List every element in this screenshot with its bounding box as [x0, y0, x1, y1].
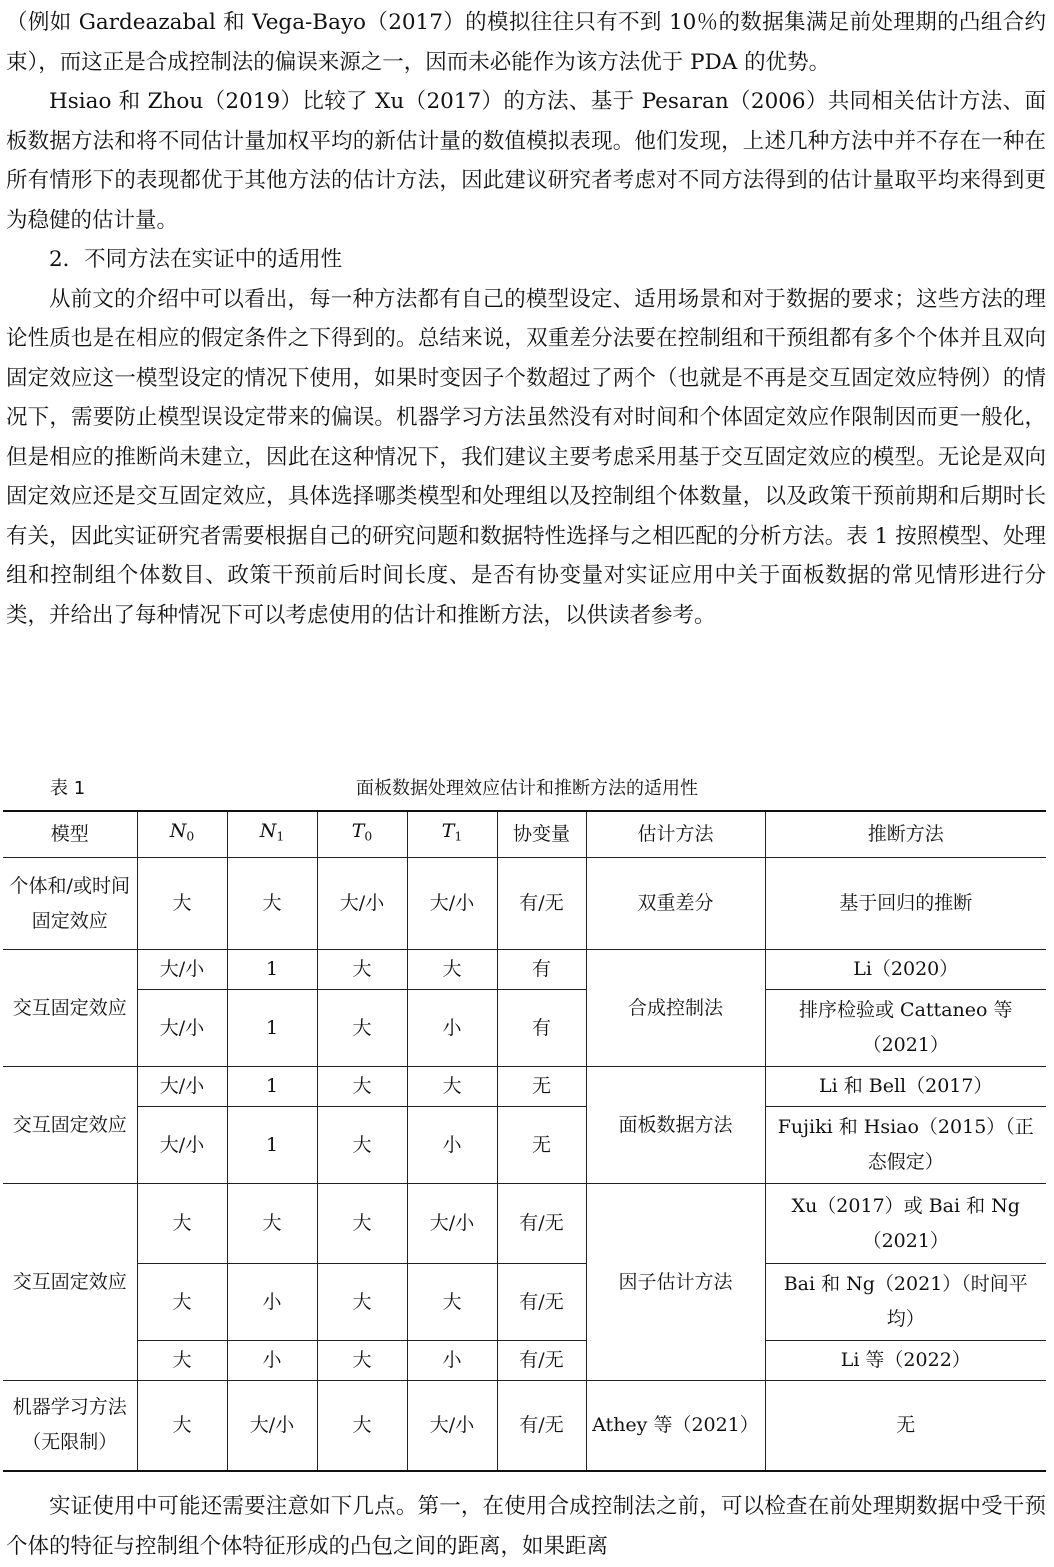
- t0-cell: 大: [317, 1381, 407, 1471]
- n1-cell: 大: [227, 858, 317, 950]
- header-t0-subscript: 0: [364, 829, 373, 844]
- t1-cell: 大: [407, 1067, 497, 1107]
- header-model: 模型: [3, 811, 137, 858]
- table-title: 面板数据处理效应估计和推断方法的适用性: [356, 778, 698, 799]
- n0-cell: 大: [137, 1341, 227, 1381]
- n0-cell: 大: [137, 1264, 227, 1341]
- header-n1-symbol: N: [259, 820, 277, 843]
- n1-cell: 1: [227, 1107, 317, 1184]
- n0-cell: 大: [137, 1184, 227, 1264]
- table-header-row: [3, 811, 1046, 858]
- t0-cell: 大/小: [317, 858, 407, 950]
- table-row: [3, 1184, 1046, 1264]
- inference-cell: 基于回归的推断: [765, 858, 1046, 950]
- t1-cell: 小: [407, 990, 497, 1067]
- covariates-cell: 有: [497, 950, 586, 990]
- inference-cell: Li（2020）: [765, 950, 1046, 990]
- table-row: [3, 990, 1046, 1067]
- n1-cell: 小: [227, 1341, 317, 1381]
- methods-table: [3, 810, 1046, 1472]
- covariates-cell: 有/无: [497, 1341, 586, 1381]
- bottom-text-block: [6, 1487, 1046, 1566]
- table-row: [3, 1341, 1046, 1381]
- table-caption: [0, 772, 1054, 802]
- header-n0-subscript: 0: [186, 829, 195, 844]
- n1-cell: 1: [227, 1067, 317, 1107]
- n0-cell: 大/小: [137, 990, 227, 1067]
- header-n0-symbol: N: [169, 820, 187, 843]
- t0-cell: 大: [317, 1184, 407, 1264]
- paragraph-applicability: 从前文的介绍中可以看出，每一种方法都有自己的模型设定、适用场景和对于数据的要求；这些方法的理论性质也是在相应的假定条件之下得到的。总结来说，双重差分法要在控制组和干预组都有多个个体并且双向固定效应这一模型设定的情况下使用，如果时变因子个数超过了两个（也就是不再是交互固定效应特例）的情况下，需要防止模型误设定带来的偏误。机器学习方法虽然没有对时间和个体固定效应作限制因而更一般化，但是相应的推断尚未建立，因此在这种情况下，我们建议主要考虑采用基于交互固定效应的模型。无论是双向固定效应还是交互固定效应，具体选择哪类模型和处理组以及控制组个体数量，以及政策干预前期和后期时长有关，因此实证研究者需要根据自己的研究问题和数据特性选择与之相匹配的分析方法。表 1 按照模型、处理组和控制组个体数目、政策干预前后时间长度、是否有协变量对实证应用中关于面板数据的常见情形进行分类，并给出了每种情况下可以考虑使用的估计和推断方法，以供读者参考。: [6, 286, 1046, 628]
- inference-cell: Li 等（2022）: [765, 1341, 1046, 1381]
- t0-cell: 大: [317, 950, 407, 990]
- paragraph-notes: 实证使用中可能还需要注意如下几点。第一，在使用合成控制法之前，可以检查在前处理期数据中受干预个体的特征与控制组个体特征形成的凸包之间的距离，如果距离: [6, 1494, 1046, 1559]
- t0-cell: 大: [317, 990, 407, 1067]
- t1-cell: 大/小: [407, 1381, 497, 1471]
- table-label: 表 1: [50, 778, 86, 799]
- inference-cell: Xu（2017）或 Bai 和 Ng（2021）: [765, 1184, 1046, 1264]
- header-n0: [137, 811, 227, 858]
- paragraph-hsiao-zhou: Hsiao 和 Zhou（2019）比较了 Xu（2017）的方法、基于 Pesaran（2006）共同相关估计方法、面板数据方法和将不同估计量加权平均的新估计量的数值模拟表现。他们发现，上述几种方法中并不存在一种在所有情形下的表现都优于其他方法的估计方法，因此建议研究者考虑对不同方法得到的估计量取平均来得到更为稳健的估计量。: [6, 89, 1046, 233]
- top-text-block: [6, 3, 1046, 635]
- t0-cell: 大: [317, 1341, 407, 1381]
- model-cell: 交互固定效应: [3, 1067, 137, 1184]
- table-row: [3, 1067, 1046, 1107]
- model-cell: 机器学习方法（无限制）: [3, 1381, 137, 1471]
- covariates-cell: 有/无: [497, 1264, 586, 1341]
- estimation-cell: Athey 等（2021）: [586, 1381, 765, 1471]
- header-t1-subscript: 1: [454, 829, 463, 844]
- n0-cell: 大: [137, 1381, 227, 1471]
- t0-cell: 大: [317, 1264, 407, 1341]
- header-covariates: 协变量: [497, 811, 586, 858]
- table-row: [3, 858, 1046, 950]
- paragraph-continuation: （例如 Gardeazabal 和 Vega-Bayo（2017）的模拟往往只有不到 10％的数据集满足前处理期的凸组合约束），而这正是合成控制法的偏误来源之一，因而未必能作为该方法优于 PDA 的优势。: [6, 10, 1046, 75]
- n1-cell: 1: [227, 990, 317, 1067]
- n0-cell: 大: [137, 858, 227, 950]
- inference-cell: 排序检验或 Cattaneo 等（2021）: [765, 990, 1046, 1067]
- t1-cell: 大/小: [407, 1184, 497, 1264]
- header-t1: [407, 811, 497, 858]
- inference-cell: Fujiki 和 Hsiao（2015）（正态假定）: [765, 1107, 1046, 1184]
- estimation-cell: 双重差分: [586, 858, 765, 950]
- n0-cell: 大/小: [137, 950, 227, 990]
- table-row: [3, 950, 1046, 990]
- inference-cell: Li 和 Bell（2017）: [765, 1067, 1046, 1107]
- header-n1-subscript: 1: [276, 829, 285, 844]
- t1-cell: 小: [407, 1107, 497, 1184]
- t0-cell: 大: [317, 1107, 407, 1184]
- model-cell: 个体和/或时间固定效应: [3, 858, 137, 950]
- t1-cell: 大: [407, 1264, 497, 1341]
- model-cell: 交互固定效应: [3, 950, 137, 1067]
- model-cell: 交互固定效应: [3, 1184, 137, 1381]
- header-t1-symbol: T: [441, 820, 455, 843]
- t0-cell: 大: [317, 1067, 407, 1107]
- inference-cell: 无: [765, 1381, 1046, 1471]
- section-heading: 2．不同方法在实证中的适用性: [49, 247, 343, 272]
- n1-cell: 小: [227, 1264, 317, 1341]
- covariates-cell: 无: [497, 1107, 586, 1184]
- covariates-cell: 有/无: [497, 1381, 586, 1471]
- table-row: [3, 1264, 1046, 1341]
- header-estimation: 估计方法: [586, 811, 765, 858]
- n0-cell: 大/小: [137, 1107, 227, 1184]
- n1-cell: 1: [227, 950, 317, 990]
- covariates-cell: 有: [497, 990, 586, 1067]
- covariates-cell: 无: [497, 1067, 586, 1107]
- header-inference: 推断方法: [765, 811, 1046, 858]
- header-t0-symbol: T: [351, 820, 365, 843]
- inference-cell: Bai 和 Ng（2021）（时间平均）: [765, 1264, 1046, 1341]
- estimation-cell: 面板数据方法: [586, 1067, 765, 1184]
- header-t0: [317, 811, 407, 858]
- estimation-cell: 合成控制法: [586, 950, 765, 1067]
- table-row: [3, 1107, 1046, 1184]
- estimation-cell: 因子估计方法: [586, 1184, 765, 1381]
- n0-cell: 大/小: [137, 1067, 227, 1107]
- table-row: [3, 1381, 1046, 1471]
- t1-cell: 小: [407, 1341, 497, 1381]
- t1-cell: 大: [407, 950, 497, 990]
- n1-cell: 大/小: [227, 1381, 317, 1471]
- header-n1: [227, 811, 317, 858]
- t1-cell: 大/小: [407, 858, 497, 950]
- n1-cell: 大: [227, 1184, 317, 1264]
- covariates-cell: 有/无: [497, 858, 586, 950]
- covariates-cell: 有/无: [497, 1184, 586, 1264]
